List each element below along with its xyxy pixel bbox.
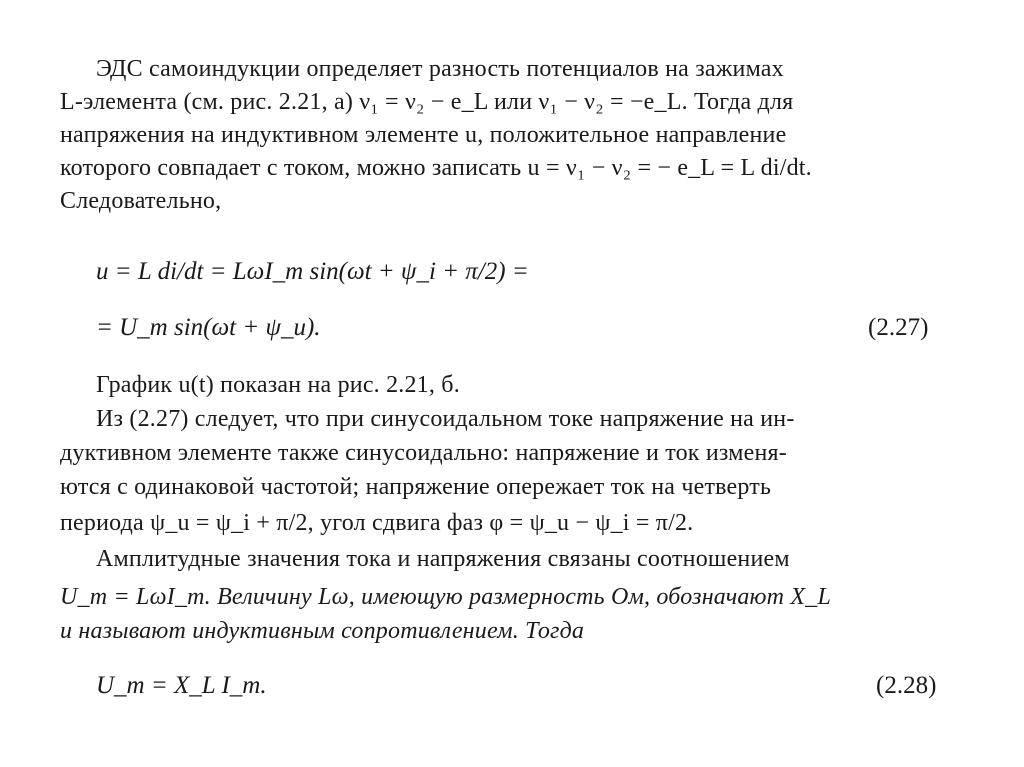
equation-number: (2.28): [876, 672, 937, 699]
text-line: Из (2.27) следует, что при синусоидальном токе напряжение на ин-: [96, 406, 795, 432]
text-line: напряжения на индуктивном элементе u, положительное направление: [60, 122, 787, 148]
equation-number: (2.27): [868, 314, 929, 341]
text-line: Амплитудные значения тока и напряжения связаны соотношением: [96, 546, 790, 572]
equation-line: U_m = X_L I_m.: [96, 672, 267, 699]
text-line: Следовательно,: [60, 188, 222, 214]
text-line: График u(t) показан на рис. 2.21, б.: [96, 372, 460, 398]
equation-line: = U_m sin(ωt + ψ_u).: [96, 314, 321, 341]
text-line: и называют индуктивным сопротивлением. Тогда: [60, 618, 585, 644]
text-line: дуктивном элементе также синусоидально: напряжение и ток изменя-: [60, 440, 787, 466]
text-line: которого совпадает с током, можно записать u = ν₁ − ν₂ = − e_L = L di/dt.: [60, 155, 812, 181]
text-line: L-элемента (см. рис. 2.21, а) ν₁ = ν₂ − e_L или ν₁ − ν₂ = −e_L. Тогда для: [60, 89, 794, 115]
text-line: ЭДС самоиндукции определяет разность потенциалов на зажимах: [96, 56, 784, 82]
text-line: периода ψ_u = ψ_i + π/2, угол сдвига фаз φ = ψ_u − ψ_i = π/2.: [60, 510, 694, 536]
text-line: U_m = LωI_m. Величину Lω, имеющую размерность Ом, обозначают X_L: [60, 584, 832, 610]
text-line: ются с одинаковой частотой; напряжение опережает ток на четверть: [60, 474, 772, 500]
equation-line: u = L di/dt = LωI_m sin(ωt + ψ_i + π/2) =: [96, 258, 529, 285]
